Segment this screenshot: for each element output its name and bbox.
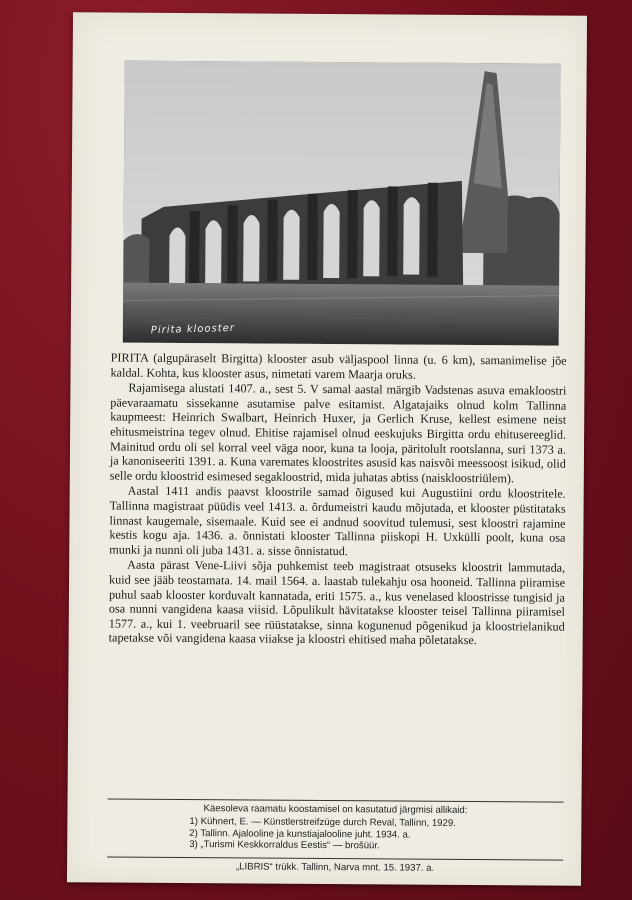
paragraph-1411: Aastal 1411 andis paavst kloostrile samad õigused kui Augustiini ordu kloostritele. Tallinna magistraat püüdis veel 1413. a. õrdumeistri kaudu mõjutada, et klooster püstitataks linnast kaugemale, sisemaale. Kuid see ei andnud soovitud tulemusi, sest kloostri rajamine kestis kogu aja. 1436. a. õnnistati klooster Tallinna piiskopi H. Uxkülli poolt, kuna osa munki ja nunni oli juba 1431. a. sisse õnnistatud. — [109, 483, 566, 558]
pirita-convent-photo — [123, 61, 561, 346]
paragraph-founding: Rajamisega alustati 1407. a., sest 5. V samal aastal märgib Vadstenas asuva emakloostri päevaraamatu sissekanne asutamise palve esitamist. Algatajaiks olnud kolm Tallinna kaupmeest: Heinrich Swalbart, Heinrich Huxer, ja Gerlich Kruse, kellest esimene neist ehitusmeistrina tegev olnud. Ehitise rajamisel olnud eeskujuks Birgitta ordu ehitusereeglid. Mainitud ordu oli sel korral veel väga noor, kuna ta looja, päritolult rootslanna, suri 1373 a. ja kanoniseeriti 1391. a. Kuna varemates kloostrites asusid kas naisvõi meessoost isikud, olid selle ordu kloostrid esimesed segakloostrid, mida juhatas abtiss (naiskloostriülem). — [109, 380, 567, 486]
printer-imprint: „LIBRIS“ trükk. Tallinn, Narva mnt. 15. 1937. a. — [235, 861, 435, 874]
ruins-illustration — [123, 61, 561, 346]
sources-heading: Käesoleva raamatu koostamisel on kasutatud järgmisi allikaid: — [203, 803, 468, 816]
photo-caption: Pirita klooster — [150, 322, 236, 337]
source-item: 2) Tallinn. Ajalooline ja kunstiajalooline juht. 1934. a. — [189, 827, 411, 841]
sources-list — [107, 802, 563, 853]
article-text — [109, 350, 567, 649]
source-item: 3) „Turismi Keskkorraldus Eestis“ — brošüür. — [189, 839, 380, 852]
paragraph-destruction: Aasta pärast Vene-Liivi sõja puhkemist teeb magistraat otsuseks kloostrit lammutada, kuid see jääb teostamata. 14. mail 1564. a. laastab tulekahju osa hooneid. Tallinna piiramise puhul saab klooster korduvalt kannatada, eriti 1575. a., kus venelased kloostrisse tungisid ja osa nunni vangidena kaasa viisid. Lõpulikult hävitatakse klooster teisel Tallinna piiramisel 1577. a., kui 1. veebruaril see rüüstatakse, sinna kogunenud põgenikud ja kloostrielanikud tapetakse või vangidena kaasa viiakse ja kloostri ehitised maha põletatakse. — [108, 557, 566, 648]
paragraph-intro: PIRITA (algupäraselt Birgitta) klooster asub väljaspool linna (u. 6 km), samanimelise jõe kaldal. Kohta, kus klooster asus, nimetati varem Maarja oruks. — [110, 350, 567, 382]
source-item: 1) Kühnert, E. — Künstlerstreifzüge durch Reval, Tallinn, 1929. — [189, 815, 456, 829]
booklet-page — [67, 12, 587, 886]
